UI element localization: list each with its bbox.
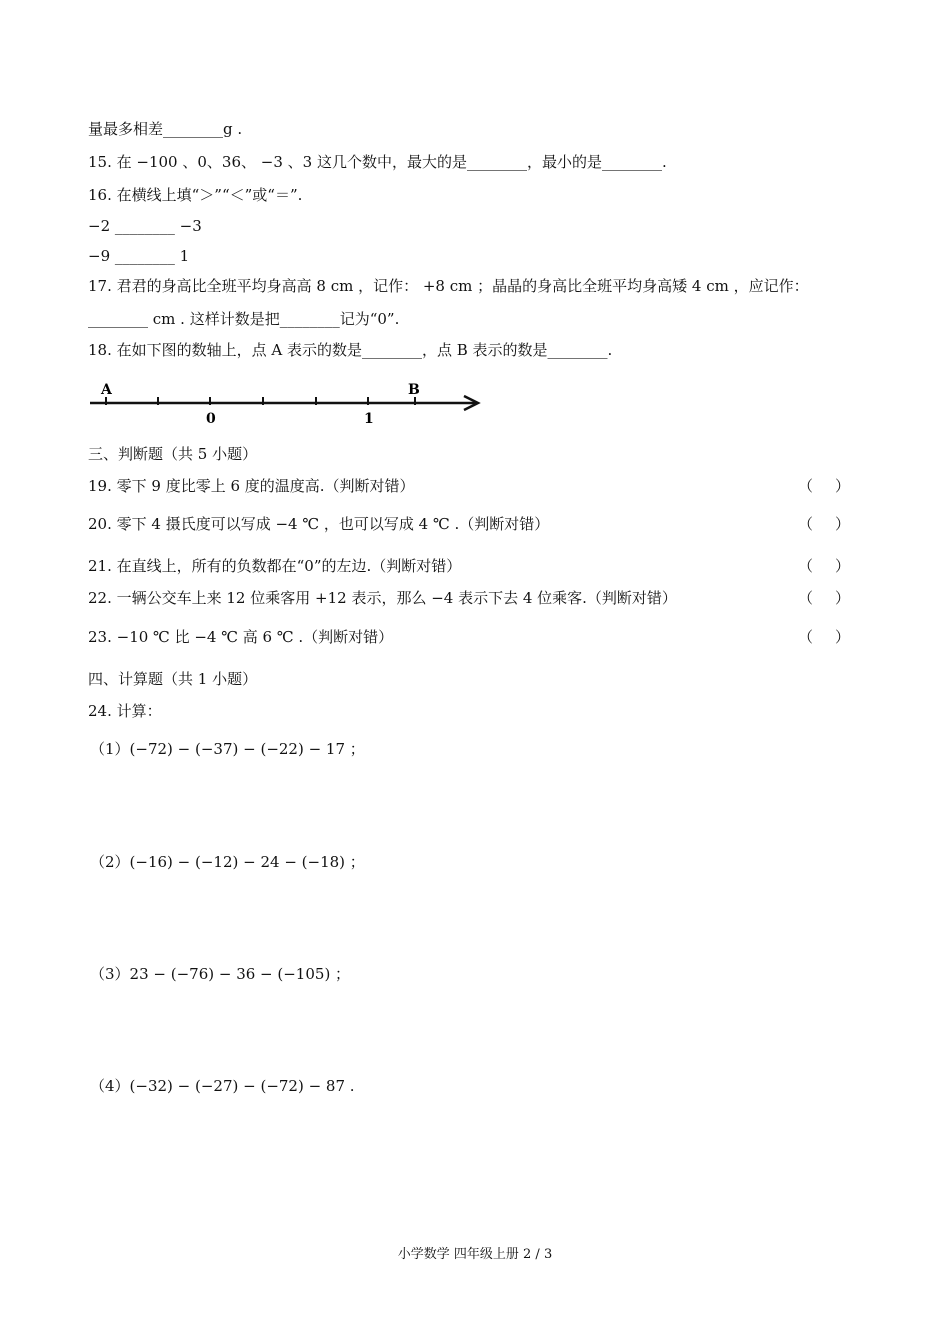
answer-paren-22: （ ） xyxy=(798,589,850,607)
point-b-label: B xyxy=(408,382,420,398)
tick-label-0: 0 xyxy=(206,411,216,427)
calc-1: （1）(−72) − (−37) − (−22) − 17 ； xyxy=(90,740,365,758)
number-line-figure xyxy=(88,378,488,428)
point-a-label: A xyxy=(101,382,112,398)
question-20: 20. 零下 4 摄氏度可以写成 −4 ℃ ，也可以写成 4 ℃ .（判断对错） xyxy=(88,515,550,533)
question-18: 18. 在如下图的数轴上，点 A 表示的数是________，点 B 表示的数是________. xyxy=(88,341,613,359)
tick-label-1: 1 xyxy=(364,411,374,427)
calc-2: （2）(−16) − (−12) − 24 − (−18) ； xyxy=(90,853,365,871)
answer-paren-21: （ ） xyxy=(798,557,850,575)
section-heading-calculation: 四、计算题（共 1 小题） xyxy=(88,670,258,688)
page-footer: 小学数学 四年级上册 2 / 3 xyxy=(397,1247,553,1262)
question-15: 15. 在 −100 、0、36、 −3 、3 这几个数中，最大的是________，最小的是________. xyxy=(88,153,667,171)
question-17: 17. 君君的身高比全班平均身高高 8 cm ，记作： +8 cm ；晶晶的身高比全班平均身高矮 4 cm ，应记作： xyxy=(88,277,809,295)
calc-4: （4）(−32) − (−27) − (−72) − 87 . xyxy=(90,1077,355,1095)
question-16-a: −2 ________ −3 xyxy=(88,217,202,235)
calc-3: （3）23 − (−76) − 36 − (−105) ； xyxy=(90,965,351,983)
answer-paren-23: （ ） xyxy=(798,628,850,646)
question-17-cont: ________ cm . 这样计数是把________记为“0”. xyxy=(88,310,400,328)
question-24: 24. 计算： xyxy=(88,702,162,720)
question-23: 23. −10 ℃ 比 −4 ℃ 高 6 ℃ .（判断对错） xyxy=(88,628,394,646)
question-19: 19. 零下 9 度比零上 6 度的温度高.（判断对错） xyxy=(88,477,415,495)
question-21: 21. 在直线上，所有的负数都在“0”的左边.（判断对错） xyxy=(88,557,462,575)
question-16: 16. 在横线上填“＞”“＜”或“＝”. xyxy=(88,186,303,204)
question-22: 22. 一辆公交车上来 12 位乘客用 +12 表示，那么 −4 表示下去 4 位乘客.（判断对错） xyxy=(88,589,677,607)
answer-paren-19: （ ） xyxy=(798,477,850,495)
answer-paren-20: （ ） xyxy=(798,515,850,533)
question-16-b: −9 ________ 1 xyxy=(88,247,190,265)
section-heading-judgement: 三、判断题（共 5 小题） xyxy=(88,445,258,463)
line-q14-end: 量最多相差________g . xyxy=(88,120,243,138)
